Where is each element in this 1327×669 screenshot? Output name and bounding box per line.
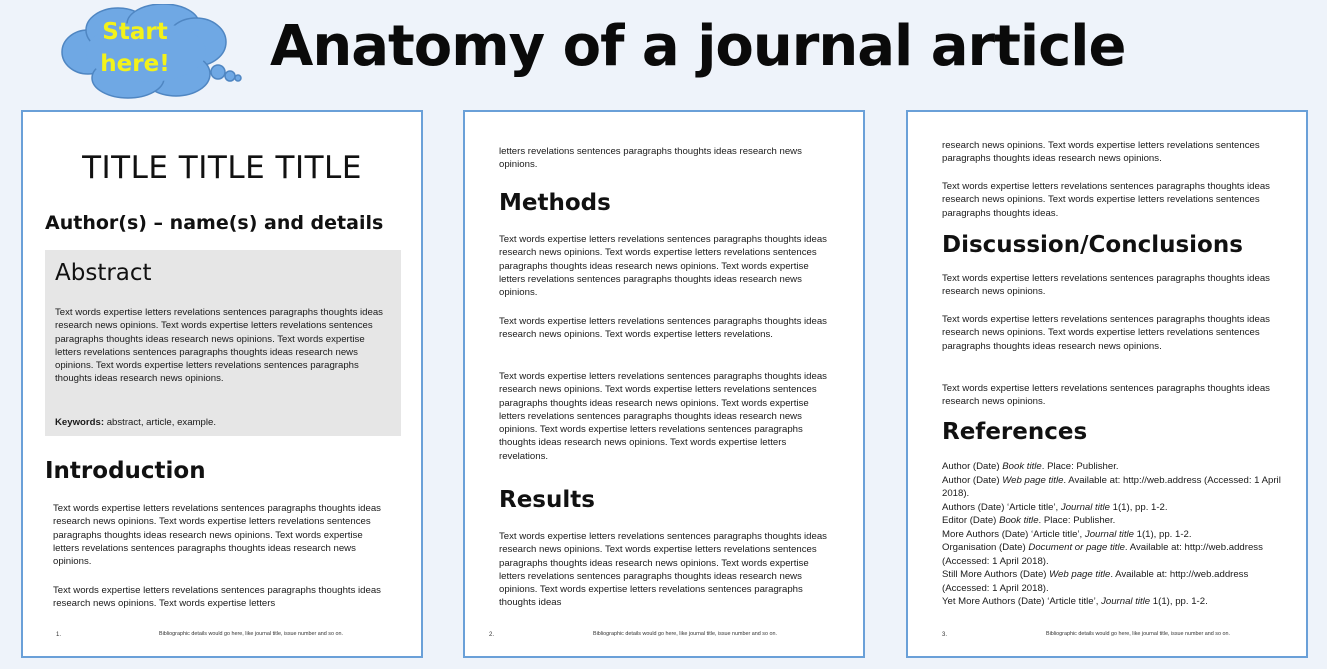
abstract-text: Text words expertise letters revelations sentences paragraphs thoughts ideas research news opinions. Text words expertise letters revelations sentences paragraphs thoughts ideas research news opinions. Text words expertise letters revelations sentences paragraphs thoughts ideas research news opinions. Text words expertise letters revelations sentences paragraphs thoughts ideas research news opinions.	[55, 307, 383, 385]
reference-item	[942, 514, 1292, 528]
reference-item	[942, 568, 1292, 595]
keywords	[55, 416, 391, 429]
reference-italic-title: Web page title	[1049, 569, 1111, 580]
reference-item	[942, 460, 1292, 474]
intro-paragraph-2: Text words expertise letters revelations sentences paragraphs thoughts ideas research news opinions. Text words expertise letters	[53, 585, 381, 610]
reference-text: . Available at: http://web.address (Accessed: 1 April 2018).	[942, 542, 1263, 567]
article-page-3	[906, 110, 1308, 658]
reference-text: Author (Date)	[942, 461, 1003, 472]
reference-italic-title: Journal title	[1101, 596, 1151, 607]
reference-text: . Available at: http://web.address (Accessed: 1 April 2018).	[942, 474, 1281, 499]
results-paragraph-1: Text words expertise letters revelations sentences paragraphs thoughts ideas research news opinions. Text words expertise letters revelations sentences paragraphs thoughts ideas research news opinions. Text words expertise letters revelations sentences paragraphs thoughts ideas research news opinions. Text words expertise letters revelations sentences paragraphs thoughts ideas	[499, 531, 827, 609]
reference-text: More Authors (Date) ‘Article title’,	[942, 528, 1085, 540]
methods-paragraph-3: Text words expertise letters revelations sentences paragraphs thoughts ideas research news opinions. Text words expertise letters revelations sentences paragraphs thoughts ideas research news opinions. Text words expertise letters revelations sentences paragraphs thoughts ideas research news opinions. Text words expertise letters revelations sentences paragraphs thoughts ideas research news opinions. Text words expertise letters revelations.	[499, 371, 827, 462]
page-footer: Bibliographic details would go here, like journal title, issue number and so on.	[593, 631, 777, 637]
keywords-label: Keywords:	[55, 417, 105, 428]
reference-text: 1(1), pp. 1-2.	[1150, 596, 1208, 607]
reference-text: . Place: Publisher.	[1041, 461, 1119, 472]
discussion-paragraph-3: Text words expertise letters revelations sentences paragraphs thoughts ideas research news opinions.	[942, 383, 1270, 408]
reference-text: 1(1), pp. 1-2.	[1109, 501, 1168, 513]
authors-heading: Author(s) – name(s) and details	[45, 212, 384, 234]
reference-text: Still More Authors (Date)	[942, 569, 1050, 580]
reference-item	[942, 595, 1292, 609]
reference-text: 1(1), pp. 1-2.	[1133, 528, 1192, 540]
abstract-heading: Abstract	[55, 260, 152, 286]
methods-heading: Methods	[499, 190, 611, 216]
article-title: TITLE TITLE TITLE	[82, 150, 362, 186]
reference-text: Authors (Date) ‘Article title’,	[942, 501, 1061, 513]
page-number: 2.	[489, 632, 495, 638]
reference-italic-title: Book title	[999, 515, 1039, 526]
results-heading: Results	[499, 487, 595, 513]
introduction-heading: Introduction	[45, 458, 206, 484]
methods-paragraph-1: Text words expertise letters revelations sentences paragraphs thoughts ideas research news opinions. Text words expertise letters revelations sentences paragraphs thoughts ideas research news opinions. Text words expertise letters revelations sentences paragraphs thoughts ideas research news opinions.	[499, 234, 827, 299]
reference-item	[942, 474, 1292, 501]
reference-text: Yet More Authors (Date) ‘Article title’,	[942, 596, 1102, 607]
discussion-paragraph-2: Text words expertise letters revelations sentences paragraphs thoughts ideas research news opinions. Text words expertise letters revelations sentences paragraphs thoughts ideas research news opinions.	[942, 314, 1270, 352]
article-page-2	[463, 110, 865, 658]
continued-paragraph-2: Text words expertise letters revelations sentences paragraphs thoughts ideas research news opinions. Text words expertise letters revelations sentences paragraphs thoughts ideas.	[942, 181, 1270, 219]
abstract-box	[45, 250, 401, 436]
reference-item	[942, 528, 1292, 542]
references-heading: References	[942, 419, 1088, 445]
article-page-1	[21, 110, 423, 658]
reference-item	[942, 541, 1292, 568]
reference-item	[942, 501, 1292, 515]
reference-italic-title: Document or page title	[1028, 542, 1125, 553]
reference-italic-title: Journal title	[1060, 501, 1110, 513]
discussion-paragraph-1: Text words expertise letters revelations sentences paragraphs thoughts ideas research news opinions.	[942, 273, 1270, 298]
methods-paragraph-2: Text words expertise letters revelations sentences paragraphs thoughts ideas research news opinions. Text words expertise letters revelations.	[499, 316, 827, 341]
main-title: Anatomy of a journal article	[270, 14, 1126, 79]
start-here-label: Start here!	[100, 19, 170, 77]
reference-text: Editor (Date)	[942, 515, 1000, 526]
keywords-value: abstract, article, example.	[104, 417, 217, 428]
discussion-heading: Discussion/Conclusions	[942, 232, 1243, 258]
reference-text: Author (Date)	[942, 474, 1003, 486]
reference-list	[942, 460, 1292, 609]
continued-paragraph: letters revelations sentences paragraphs thoughts ideas research news opinions.	[499, 146, 802, 171]
page-number: 3.	[942, 632, 948, 638]
continued-paragraph-1: research news opinions. Text words expertise letters revelations sentences paragraphs thoughts ideas research news opinions.	[942, 140, 1260, 165]
reference-text: . Available at: http://web.address (Accessed: 1 April 2018).	[942, 569, 1249, 594]
reference-italic-title: Web page title	[1002, 474, 1064, 486]
reference-italic-title: Journal title	[1084, 528, 1134, 540]
page-footer: Bibliographic details would go here, like journal title, issue number and so on.	[1046, 631, 1230, 637]
reference-italic-title: Book title	[1002, 461, 1042, 472]
page-number: 1.	[56, 632, 62, 638]
reference-text: . Place: Publisher.	[1038, 515, 1116, 526]
intro-paragraph-1: Text words expertise letters revelations sentences paragraphs thoughts ideas research news opinions. Text words expertise letters revelations sentences paragraphs thoughts ideas research news opinions. Text words expertise letters revelations sentences paragraphs thoughts ideas research news opinions.	[53, 503, 381, 568]
reference-text: Organisation (Date)	[942, 542, 1029, 553]
page-footer: Bibliographic details would go here, like journal title, issue number and so on.	[159, 631, 343, 637]
